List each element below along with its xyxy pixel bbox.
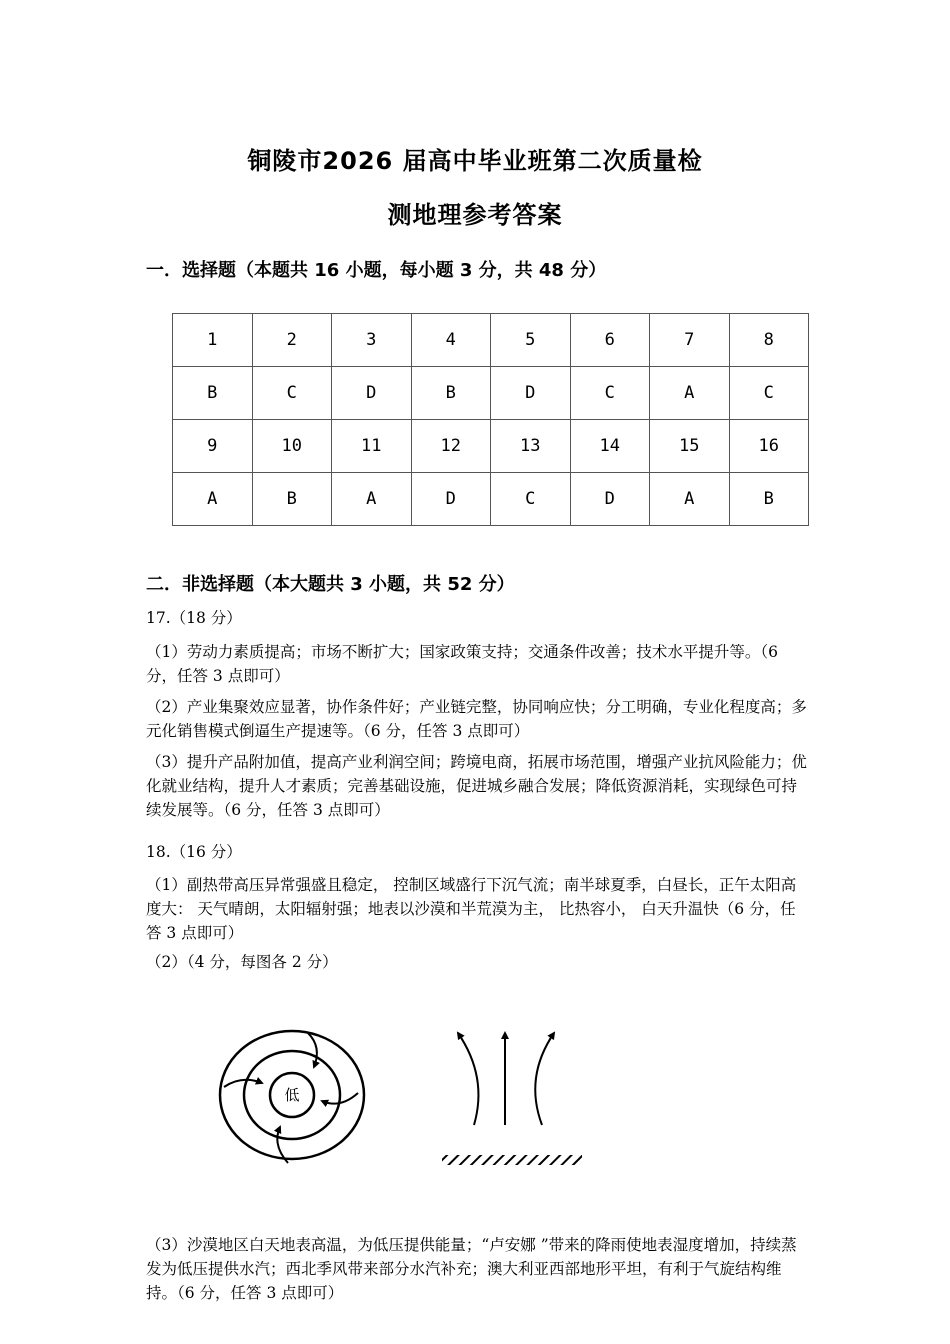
table-cell: B [729, 473, 809, 526]
section1-heading: 一．选择题（本题共 16 小题，每小题 3 分，共 48 分） [146, 260, 607, 281]
table-cell: A [650, 473, 730, 526]
ascending-airflow-diagram [440, 1025, 585, 1170]
table-cell: 15 [650, 420, 730, 473]
table-cell: B [252, 473, 332, 526]
table-cell: B [411, 367, 491, 420]
table-cell: 4 [411, 314, 491, 367]
table-cell: 10 [252, 420, 332, 473]
table-row [173, 314, 809, 367]
q17-answer-1: （1）劳动力素质提高；市场不断扩大；国家政策支持；交通条件改善；技术水平提升等。（6 分，任答 3 点即可） [146, 643, 778, 685]
low-pressure-label: 低 [284, 1086, 300, 1104]
q17-answer-2: （2）产业集聚效应显著，协作条件好；产业链完整，协同响应快；分工明确，专业化程度高；多元化销售模式倒逼生产提速等。（6 分，任答 3 点即可） [146, 698, 807, 740]
wind-arrow [308, 1033, 317, 1067]
table-cell: D [332, 367, 412, 420]
table-cell: 1 [173, 314, 253, 367]
table-cell: 9 [173, 420, 253, 473]
table-cell: A [173, 473, 253, 526]
table-cell: D [411, 473, 491, 526]
table-cell: B [173, 367, 253, 420]
table-cell: D [491, 367, 571, 420]
table-cell: 12 [411, 420, 491, 473]
table-cell: 3 [332, 314, 412, 367]
table-cell: A [650, 367, 730, 420]
answer-table [172, 313, 809, 526]
q18-answer-3: （3）沙漠地区白天地表高温，为低压提供能量；“卢安娜 ”带来的降雨使地表湿度增加，持续蒸发为低压提供水汽；西北季风带来部分水汽补充；澳大利亚西部地形平坦，有利于气旋结构维持。（6 分，任答 3 点即可） [146, 1236, 797, 1302]
table-cell: 16 [729, 420, 809, 473]
cyclone-diagram [210, 1025, 370, 1175]
rising-air-arrow-left [458, 1033, 478, 1125]
table-cell: 7 [650, 314, 730, 367]
document-title-line2: 测地理参考答案 [387, 201, 563, 229]
ground-surface [442, 1155, 582, 1165]
document-title-line1: 铜陵市2026 届高中毕业班第二次质量检 [247, 147, 703, 175]
table-cell: 6 [570, 314, 650, 367]
table-cell: C [729, 367, 809, 420]
table-cell: D [570, 473, 650, 526]
table-cell: C [491, 473, 571, 526]
table-cell: 5 [491, 314, 571, 367]
q17-label: 17.（18 分） [146, 609, 242, 627]
table-cell: 11 [332, 420, 412, 473]
q18-answer-1: （1）副热带高压异常强盛且稳定， 控制区域盛行下沉气流；南半球夏季，白昼长，正午太阳高度大： 天气晴朗，太阳辐射强；地表以沙漠和半荒漠为主， 比热容小， 白天升温快（6 分，任答 3 点即可） [146, 876, 797, 942]
wind-arrow [224, 1080, 262, 1087]
table-cell: 8 [729, 314, 809, 367]
q17-answer-3: （3）提升产品附加值，提高产业利润空间；跨境电商，拓展市场范围，增强产业抗风险能力；优化就业结构，提升人才素质；完善基础设施，促进城乡融合发展；降低资源消耗，实现绿色可持续发展等。（6 分，任答 3 点即可） [146, 753, 807, 819]
q18-label: 18.（16 分） [146, 843, 242, 861]
q18-answer-2: （2）（4 分，每图各 2 分） [146, 953, 338, 971]
table-row [173, 473, 809, 526]
table-cell: 2 [252, 314, 332, 367]
table-cell: A [332, 473, 412, 526]
table-row [173, 420, 809, 473]
rising-air-arrow-right [535, 1033, 554, 1125]
table-cell: C [570, 367, 650, 420]
table-cell: C [252, 367, 332, 420]
section2-heading: 二．非选择题（本大题共 3 小题，共 52 分） [146, 574, 515, 595]
table-row [173, 367, 809, 420]
table-cell: 14 [570, 420, 650, 473]
table-cell: 13 [491, 420, 571, 473]
